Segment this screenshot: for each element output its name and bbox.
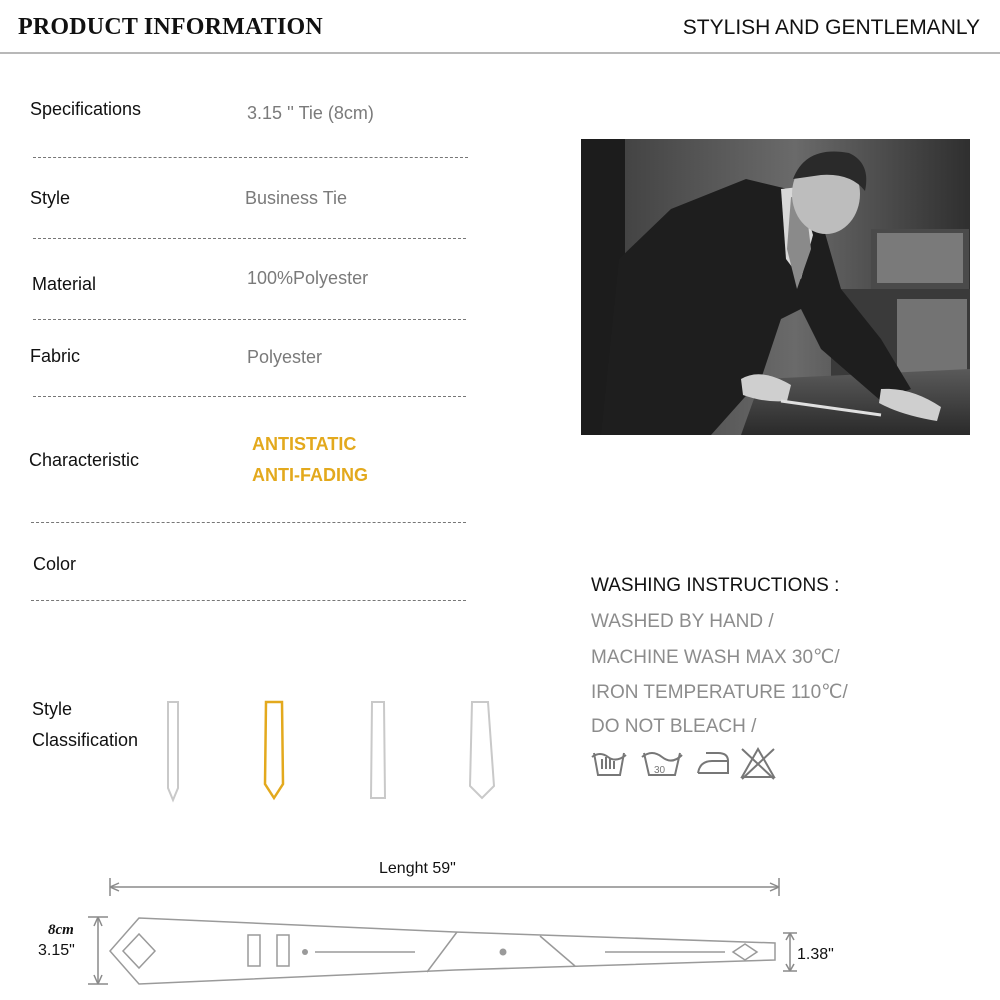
- tie-outline-highlighted: [265, 702, 283, 798]
- tie-flat-drawing: [85, 868, 805, 998]
- tie-outline-wide: [470, 702, 494, 798]
- iron-icon: [698, 753, 728, 773]
- spec-value-antistatic: ANTISTATIC: [252, 434, 357, 454]
- washing-title: WASHING INSTRUCTIONS :: [591, 575, 840, 596]
- spec-label-fabric: Fabric: [30, 346, 81, 366]
- header-divider: [0, 52, 1000, 54]
- tail-width-label: 1.38": [797, 946, 834, 963]
- care-icons: [590, 745, 780, 783]
- spec-divider: [33, 157, 468, 158]
- spec-value-specifications: 3.15 '' Tie (8cm): [247, 103, 374, 123]
- do-not-bleach-icon: [742, 749, 774, 779]
- tie-outline-skinny: [168, 702, 178, 800]
- spec-value-style: Business Tie: [245, 188, 348, 208]
- spec-value-material: 100%Polyester: [247, 268, 369, 288]
- width-in-label: 3.15": [38, 942, 75, 959]
- spec-label-specifications: Specifications: [30, 99, 142, 119]
- spec-divider: [33, 396, 466, 397]
- spec-value-fabric: Polyester: [247, 347, 323, 367]
- washing-line-iron: IRON TEMPERATURE 110℃/: [591, 682, 848, 703]
- spec-label-characteristic: Characteristic: [29, 450, 140, 470]
- machine-wash-30-icon: [642, 753, 682, 776]
- wash-temp-label: 30: [654, 765, 666, 776]
- spec-divider: [33, 238, 466, 239]
- tie-style-options: [150, 690, 510, 810]
- spec-divider: [31, 522, 466, 523]
- length-label: Lenght 59": [379, 860, 456, 877]
- page-title: PRODUCT INFORMATION: [18, 14, 323, 40]
- washing-line-hand: WASHED BY HAND /: [591, 611, 774, 632]
- spec-label-material: Material: [32, 274, 97, 294]
- washing-line-bleach: DO NOT BLEACH /: [591, 716, 757, 737]
- spec-label-style: Style: [30, 188, 71, 208]
- hand-wash-icon: [592, 753, 626, 775]
- tailor-photo: [581, 139, 970, 435]
- spec-divider: [31, 600, 466, 601]
- spec-label-style-classification-2: Classification: [32, 730, 139, 750]
- spec-label-style-classification-1: Style: [32, 699, 73, 719]
- width-cm-label: 8cm: [48, 922, 74, 938]
- spec-label-color: Color: [33, 554, 77, 574]
- spec-divider: [33, 319, 466, 320]
- tie-outline-straight: [371, 702, 385, 798]
- spec-value-anti-fading: ANTI-FADING: [252, 465, 368, 485]
- washing-line-machine: MACHINE WASH MAX 30℃/: [591, 647, 840, 668]
- page-tagline: STYLISH AND GENTLEMANLY: [682, 16, 980, 39]
